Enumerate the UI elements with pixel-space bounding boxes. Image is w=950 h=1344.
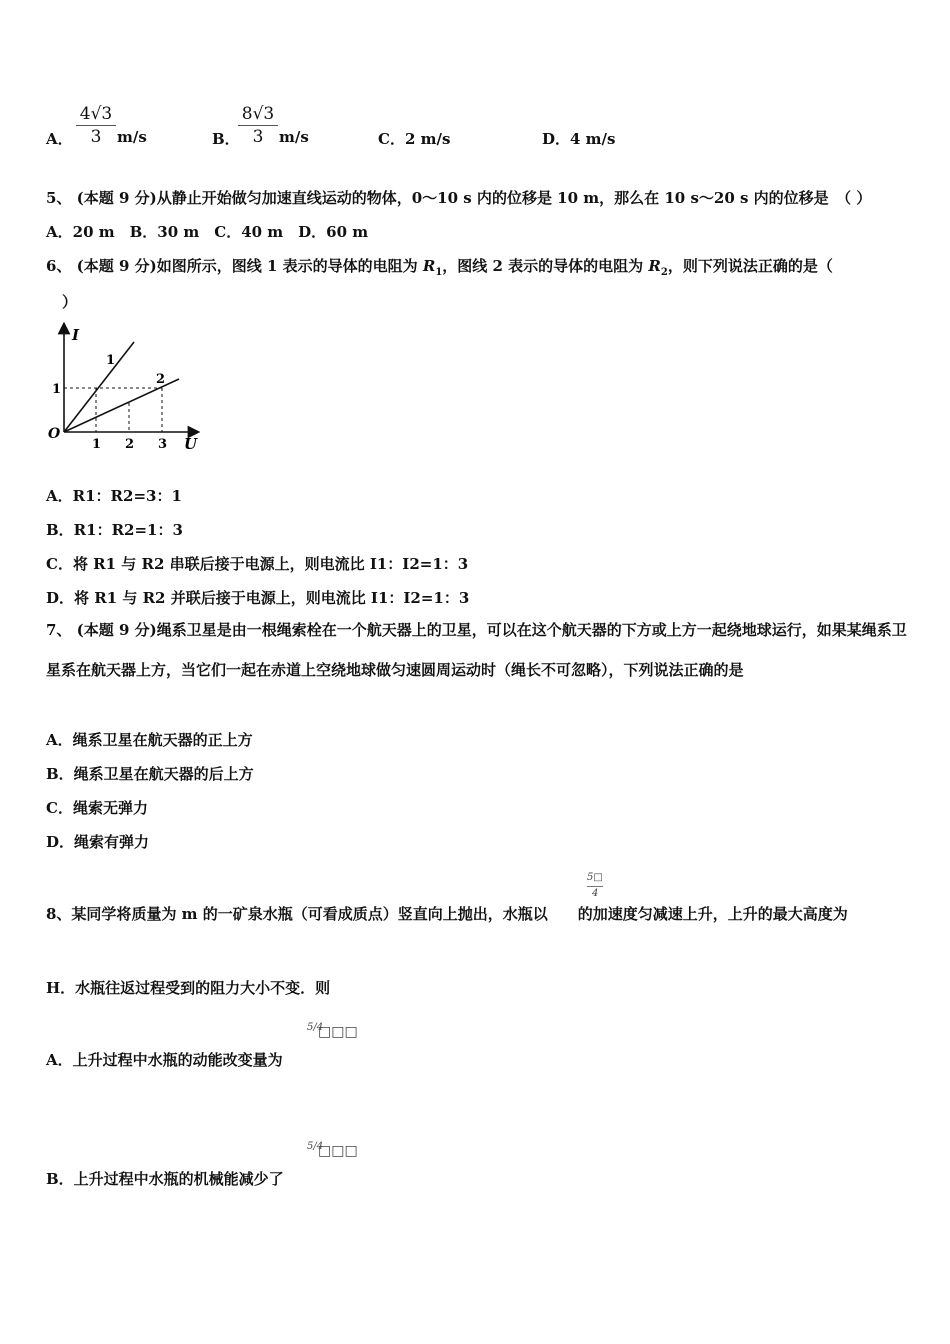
q6-option-d: D．将 R1 与 R2 并联后接于电源上，则电流比 I1：I2=1：3 bbox=[46, 589, 470, 607]
q6-r1-sub: 1 bbox=[435, 267, 443, 278]
q7-option-c: C．绳索无弹力 bbox=[46, 799, 148, 817]
q6-r1-symbol: R bbox=[422, 257, 436, 275]
q8-a-boxes: □□□ bbox=[318, 1024, 358, 1040]
q4-a-unit: m/s bbox=[117, 128, 147, 146]
q4-a-numerator: 4√3 bbox=[79, 104, 113, 124]
origin-label: O bbox=[48, 426, 61, 442]
graph-line-1 bbox=[64, 342, 134, 432]
q6-stem-mid: ，图线 2 表示的导体的电阻为 bbox=[442, 257, 649, 275]
q8-option-a: A．上升过程中水瓶的动能改变量为 bbox=[46, 1051, 283, 1069]
q6-close-paren: ） bbox=[62, 293, 78, 311]
q8-accel-frac-den: 4 bbox=[592, 888, 599, 899]
q7-option-d: D．绳索有弹力 bbox=[46, 833, 150, 851]
q8-a-fraction: 5/4 bbox=[307, 1022, 324, 1033]
q4-a-denominator: 3 bbox=[90, 127, 102, 147]
q6-option-c: C．将 R1 与 R2 串联后接于电源上，则电流比 I1：I2=1：3 bbox=[46, 555, 469, 573]
q7-option-a: A．绳系卫星在航天器的正上方 bbox=[46, 731, 253, 749]
y-tick-1: 1 bbox=[52, 382, 62, 397]
line-2-label: 2 bbox=[156, 372, 166, 387]
q6-stem bbox=[46, 255, 833, 278]
q4-option-c: C．2 m/s bbox=[378, 130, 451, 148]
q8-stem: 8、某同学将质量为 m 的一矿泉水瓶（可看成质点）竖直向上抛出，水瓶以 的加速度匀减速上升，上升的最大高度为 bbox=[46, 905, 848, 923]
q5-stem: 5、 (本题 9 分)从静止开始做匀加速直线运动的物体，0～10 s 内的位移是 10 m，那么在 10 s～20 s 内的位移是 （ ） bbox=[46, 189, 872, 207]
q8-option-b: B．上升过程中水瓶的机械能减少了 bbox=[46, 1170, 284, 1188]
q4-option-b bbox=[212, 128, 240, 149]
q6-stem-pre: 6、 (本题 9 分)如图所示，图线 1 表示的导体的电阻为 bbox=[46, 257, 423, 275]
q4-b-label: B． bbox=[212, 130, 240, 148]
q6-stem-post: ，则下列说法正确的是（ bbox=[667, 257, 833, 275]
q5-options: A．20 m B．30 m C．40 m D．60 m bbox=[46, 223, 369, 241]
x-axis-label: U bbox=[184, 435, 198, 452]
q4-option-a bbox=[46, 128, 73, 149]
q4-a-label: A． bbox=[46, 130, 73, 148]
q4-b-fraction bbox=[238, 104, 278, 147]
q6-option-b: B．R1：R2=1：3 bbox=[46, 521, 183, 539]
q4-b-unit: m/s bbox=[279, 128, 309, 146]
q6-r2-sub: 2 bbox=[660, 267, 668, 278]
x-tick-3: 3 bbox=[158, 437, 168, 452]
y-axis-label: I bbox=[72, 326, 80, 344]
q4-b-numerator: 8√3 bbox=[241, 104, 275, 124]
x-tick-1: 1 bbox=[92, 437, 102, 452]
q7-stem: 7、 (本题 9 分)绳系卫星是由一根绳索栓在一个航天器上的卫星，可以在这个航天器的下方或上方一起绕地球运行，如果某绳系卫星系在航天器上方，当它们一起在赤道上空绕地球做匀速圆周运动时（绳长不可忽略），下列说法正确的是 bbox=[46, 621, 907, 679]
q8-b-boxes: □□□ bbox=[318, 1143, 358, 1159]
q6-option-a: A．R1：R2=3：1 bbox=[46, 487, 182, 505]
q4-b-denominator: 3 bbox=[252, 127, 264, 147]
q4-a-fraction bbox=[76, 104, 116, 147]
q6-iu-graph bbox=[46, 322, 206, 452]
q7-option-b: B．绳系卫星在航天器的后上方 bbox=[46, 765, 254, 783]
q8-accel-frac-num: 5□ bbox=[587, 872, 603, 883]
line-1-label: 1 bbox=[106, 353, 116, 368]
q8-h-line: H．水瓶往返过程受到的阻力大小不变．则 bbox=[46, 979, 331, 997]
q8-b-fraction: 5/4 bbox=[307, 1141, 324, 1152]
q4-option-d: D．4 m/s bbox=[542, 130, 616, 148]
q6-r2-symbol: R bbox=[648, 257, 661, 275]
x-tick-2: 2 bbox=[125, 437, 135, 452]
